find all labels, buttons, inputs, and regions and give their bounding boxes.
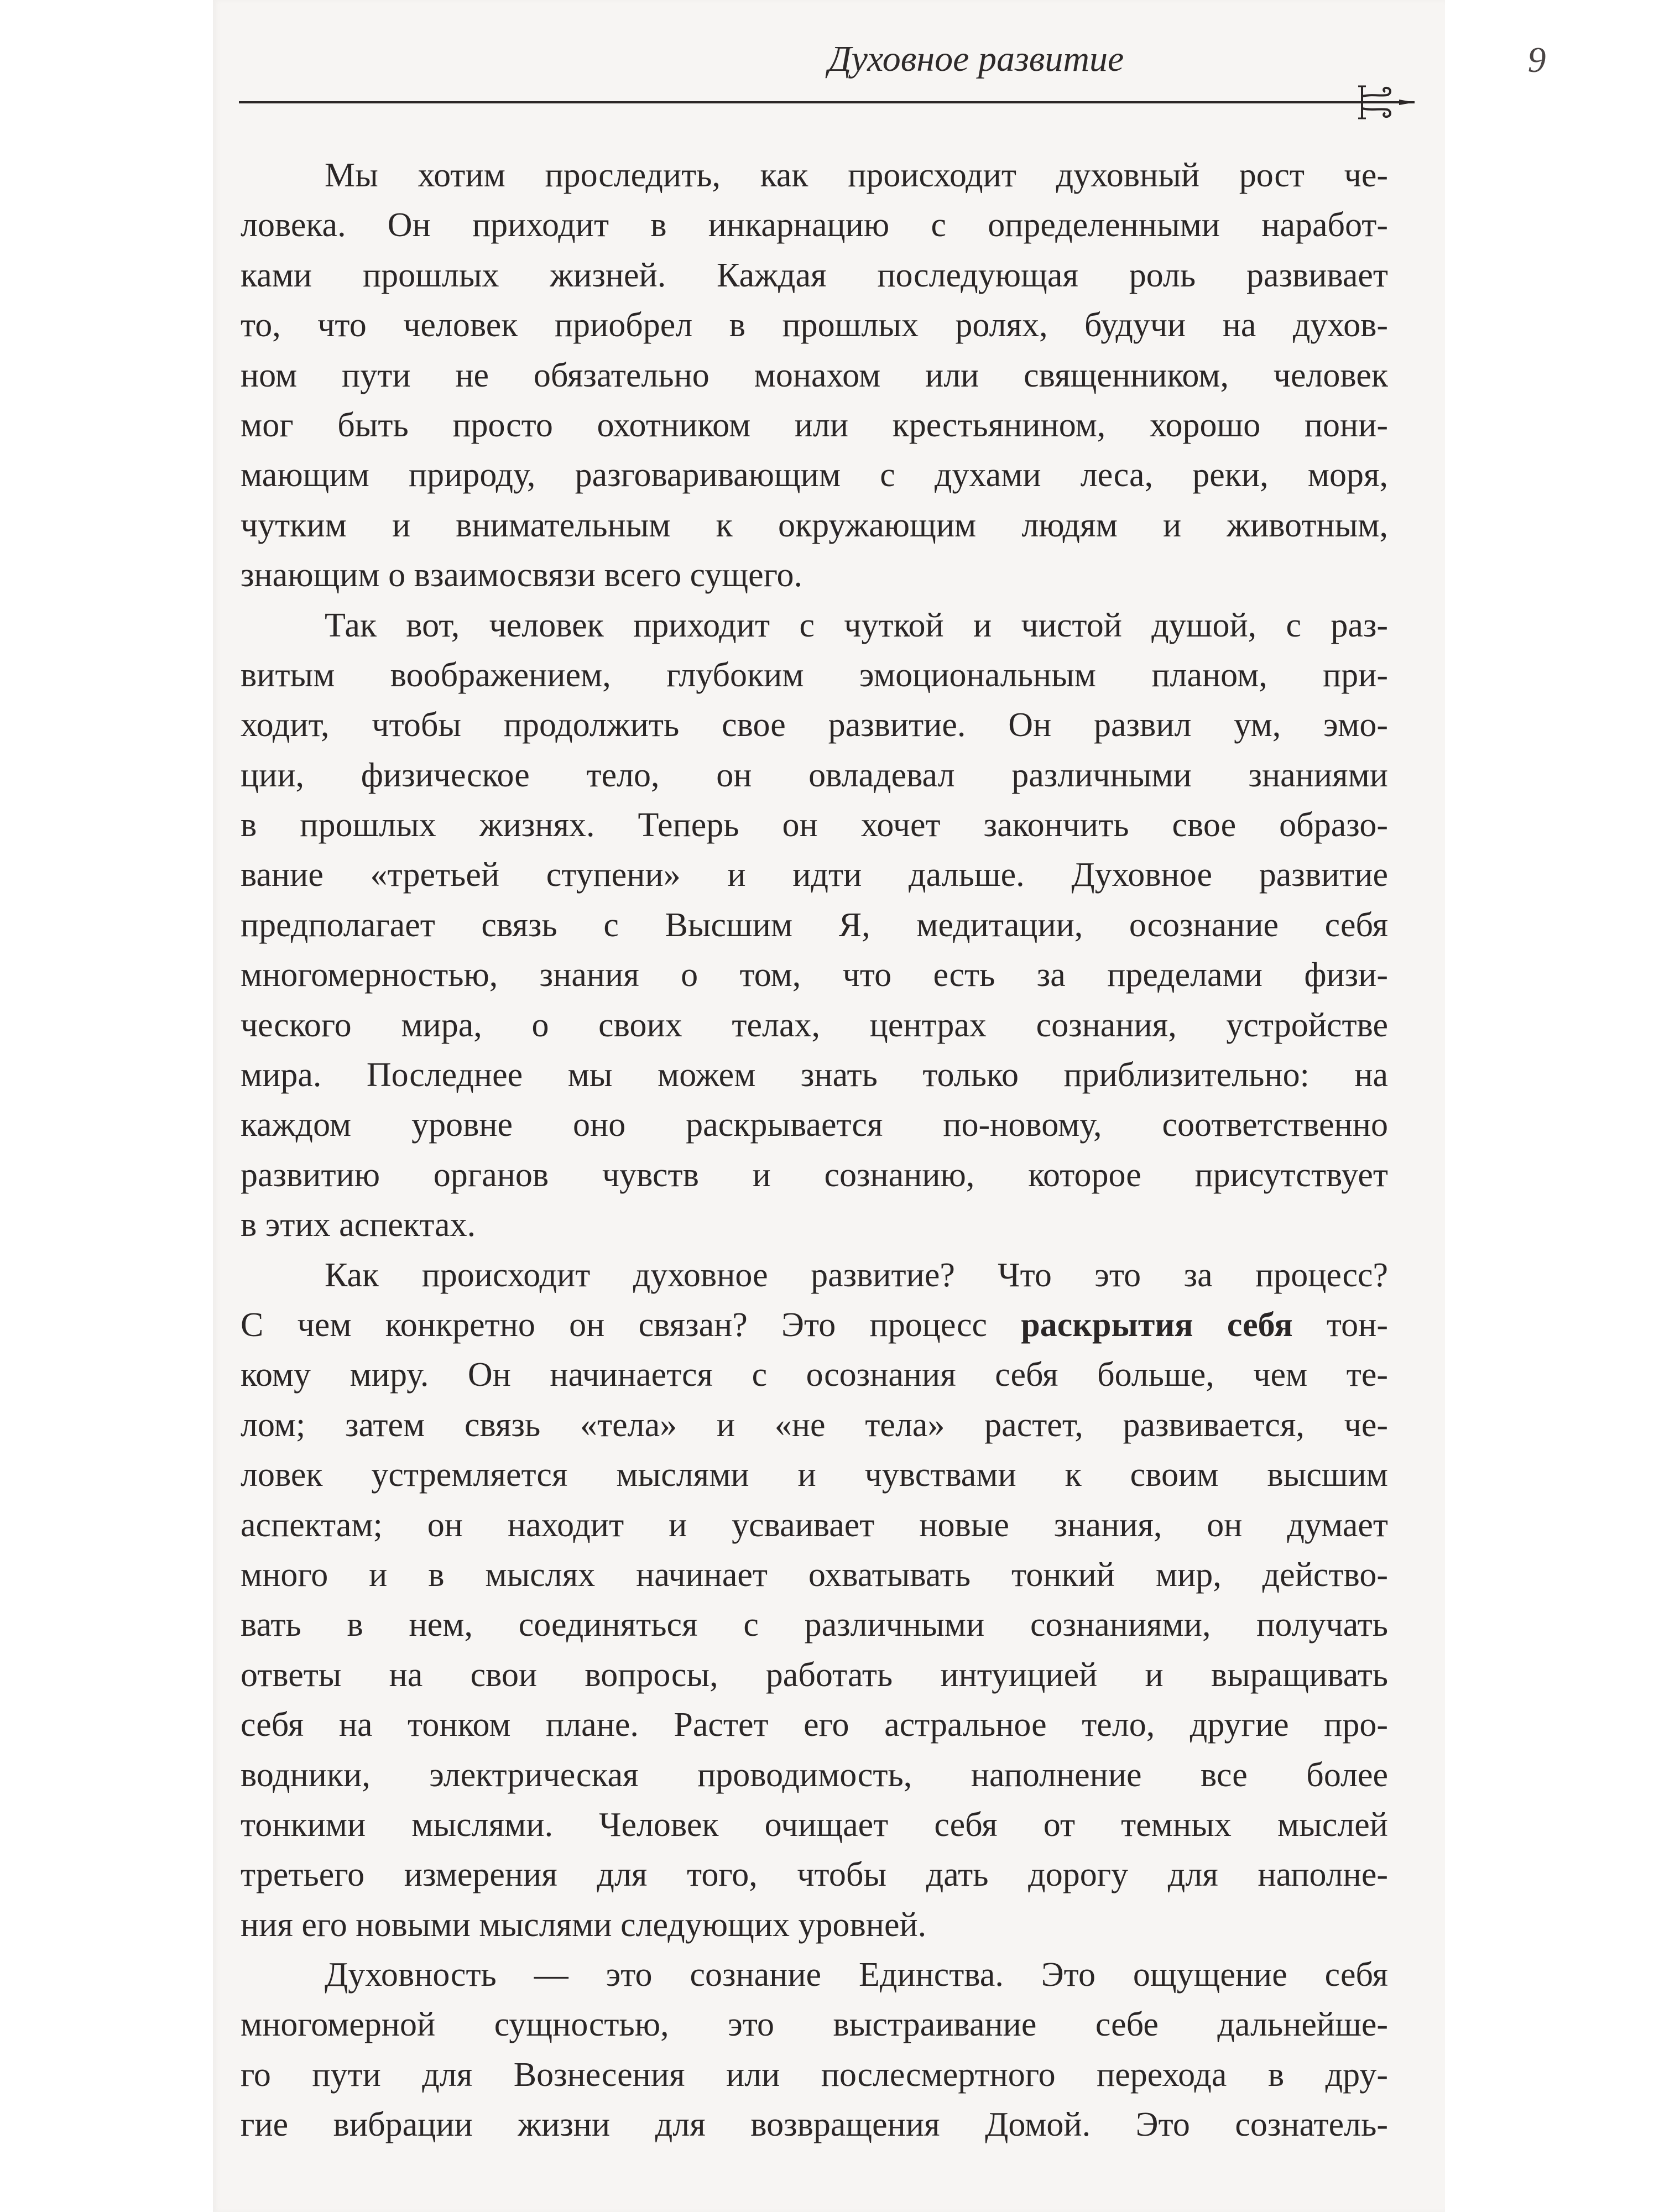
header-rule (239, 101, 1373, 103)
text-line: в прошлых жизнях. Теперь он хочет закончить свое образо- (241, 806, 1388, 844)
text-line: гие вибрации жизни для возвращения Домой. Это сознатель- (241, 2106, 1388, 2144)
text-run: тон- (1292, 1306, 1388, 1344)
text-line: аспектам; он находит и усваивает новые знания, он думает (241, 1506, 1388, 1544)
text-line: развитию органов чувств и сознанию, которое присутствует (241, 1156, 1388, 1194)
text-line: ками прошлых жизней. Каждая последующая роль развивает (241, 256, 1388, 294)
text-line-with-bold (241, 1300, 1388, 1350)
text-line: знающим о взаимосвязи всего сущего. (241, 556, 803, 594)
text-line: Духовность — это сознание Единства. Это ощущение себя (325, 1956, 1388, 1994)
text-line: вать в нем, соединяться с различными сознаниями, получать (241, 1606, 1388, 1644)
text-line: третьего измерения для того, чтобы дать дорогу для наполне- (241, 1856, 1388, 1894)
trident-arrow-icon (1355, 83, 1418, 122)
text-line: лом; затем связь «тела» и «не тела» растет, развивается, че- (241, 1406, 1388, 1444)
paragraph (241, 601, 1388, 1250)
text-line: ции, физическое тело, он овладевал различными знаниями (241, 756, 1388, 794)
running-title: Духовное развитие (828, 39, 1124, 79)
text-line: ном пути не обязательно монахом или священником, человек (241, 356, 1388, 394)
text-line: ческого мира, о своих телах, центрах сознания, устройстве (241, 1006, 1388, 1044)
body-text (241, 150, 1388, 2150)
text-line: ловека. Он приходит в инкарнацию с определенными наработ- (241, 206, 1388, 244)
text-line: тонкими мыслями. Человек очищает себя от темных мыслей (241, 1806, 1388, 1844)
text-line: предполагает связь с Высшим Я, медитации, осознание себя (241, 906, 1388, 944)
text-line: Мы хотим проследить, как происходит духовный рост че- (325, 156, 1388, 194)
text-line: витым воображением, глубоким эмоциональным планом, при- (241, 656, 1388, 694)
text-line: кому миру. Он начинается с осознания себя больше, чем те- (241, 1356, 1388, 1394)
text-line: многомерной сущностью, это выстраивание себе дальнейше- (241, 2006, 1388, 2044)
page-number: 9 (1527, 40, 1546, 80)
text-line: Так вот, человек приходит с чуткой и чистой душой, с раз- (325, 606, 1388, 644)
text-line: мающим природу, разговаривающим с духами леса, реки, моря, (241, 456, 1388, 494)
text-line: чутким и внимательным к окружающим людям и животным, (241, 506, 1388, 544)
text-line: много и в мыслях начинает охватывать тонкий мир, действо- (241, 1556, 1388, 1594)
paragraph (241, 150, 1388, 601)
text-line: каждом уровне оно раскрывается по-новому, соответственно (241, 1106, 1388, 1144)
text-line: Как происходит духовное развитие? Что это за процесс? (325, 1256, 1388, 1294)
text-line: ловек устремляется мыслями и чувствами к своим высшим (241, 1456, 1388, 1494)
paragraph (241, 1950, 1388, 2150)
text-line: мира. Последнее мы можем знать только приблизительно: на (241, 1056, 1388, 1094)
bold-phrase: раскрытия себя (1021, 1306, 1293, 1344)
text-line: ответы на свои вопросы, работать интуицией и выращивать (241, 1656, 1388, 1694)
text-line: себя на тонком плане. Растет его астральное тело, другие про- (241, 1706, 1388, 1744)
text-line: ния его новыми мыслями следующих уровней. (241, 1906, 927, 1944)
text-run: С чем конкретно он связан? Это процесс (241, 1306, 1021, 1344)
text-line: водники, электрическая проводимость, наполнение все более (241, 1756, 1388, 1794)
paragraph (241, 1250, 1388, 1950)
text-line: вание «третьей ступени» и идти дальше. Духовное развитие (241, 856, 1388, 894)
text-line: ходит, чтобы продолжить свое развитие. Он развил ум, эмо- (241, 706, 1388, 744)
text-line: многомерностью, знания о том, что есть за пределами физи- (241, 956, 1388, 994)
text-line: в этих аспектах. (241, 1206, 476, 1244)
text-line: го пути для Вознесения или послесмертного перехода в дру- (241, 2056, 1388, 2094)
text-line: мог быть просто охотником или крестьянином, хорошо пони- (241, 406, 1388, 444)
text-line: то, что человек приобрел в прошлых ролях, будучи на духов- (241, 306, 1388, 345)
